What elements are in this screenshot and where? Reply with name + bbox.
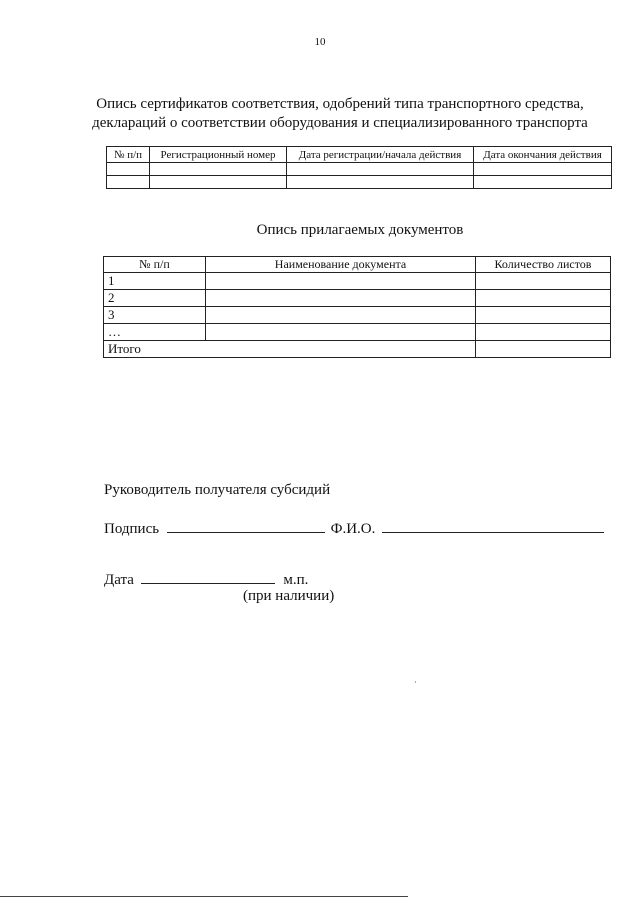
table-cell[interactable] [206, 307, 476, 324]
fio-field[interactable] [382, 518, 604, 533]
date-field[interactable] [141, 569, 275, 584]
table-row [107, 163, 612, 176]
column-header: Дата регистрации/начала действия [287, 147, 474, 163]
column-header: Регистрационный номер [150, 147, 287, 163]
table-cell[interactable] [476, 290, 611, 307]
fio-label: Ф.И.О. [330, 521, 376, 537]
row-number: 3 [104, 307, 206, 324]
total-row [104, 341, 611, 358]
certificates-table [106, 146, 612, 189]
column-header: Наименование документа [206, 257, 476, 273]
table-cell[interactable] [474, 163, 612, 176]
table-row [104, 324, 611, 341]
scan-speck [415, 681, 416, 683]
date-label: Дата [104, 572, 134, 588]
column-header: № п/п [107, 147, 150, 163]
table-cell[interactable] [107, 163, 150, 176]
table-cell[interactable] [476, 324, 611, 341]
table-cell[interactable] [150, 163, 287, 176]
signature-line [104, 518, 604, 538]
signature-label: Подпись [104, 521, 160, 537]
row-number: … [104, 324, 206, 341]
table-cell[interactable] [474, 176, 612, 189]
table-cell[interactable] [107, 176, 150, 189]
documents-table [103, 256, 611, 358]
table-header-row [107, 147, 612, 163]
certificates-title [60, 95, 620, 133]
table-cell[interactable] [476, 273, 611, 290]
table-cell[interactable] [150, 176, 287, 189]
stamp-label: м.п. [283, 572, 309, 588]
bottom-rule [0, 896, 408, 897]
table-cell[interactable] [287, 176, 474, 189]
total-cell[interactable] [476, 341, 611, 358]
date-line [104, 569, 308, 589]
column-header: Количество листов [476, 257, 611, 273]
row-number: 2 [104, 290, 206, 307]
column-header: № п/п [104, 257, 206, 273]
table-cell[interactable] [206, 290, 476, 307]
table-row [107, 176, 612, 189]
table-cell[interactable] [476, 307, 611, 324]
certificates-title-line2: деклараций о соответствии оборудования и специализированного транспорта [92, 115, 588, 131]
table-row [104, 290, 611, 307]
table-row [104, 307, 611, 324]
row-number: 1 [104, 273, 206, 290]
total-label: Итого [104, 341, 476, 358]
certificates-title-line1: Опись сертификатов соответствия, одобрений типа транспортного средства, [96, 96, 584, 112]
column-header: Дата окончания действия [474, 147, 612, 163]
signatory-heading: Руководитель получателя субсидий [104, 482, 331, 498]
table-row [104, 273, 611, 290]
page-number: 10 [314, 36, 326, 48]
table-header-row [104, 257, 611, 273]
signature-field[interactable] [167, 518, 325, 533]
table-cell[interactable] [206, 273, 476, 290]
table-cell[interactable] [206, 324, 476, 341]
stamp-note: (при наличии) [243, 588, 335, 604]
table-cell[interactable] [287, 163, 474, 176]
documents-title: Опись прилагаемых документов [256, 222, 464, 238]
